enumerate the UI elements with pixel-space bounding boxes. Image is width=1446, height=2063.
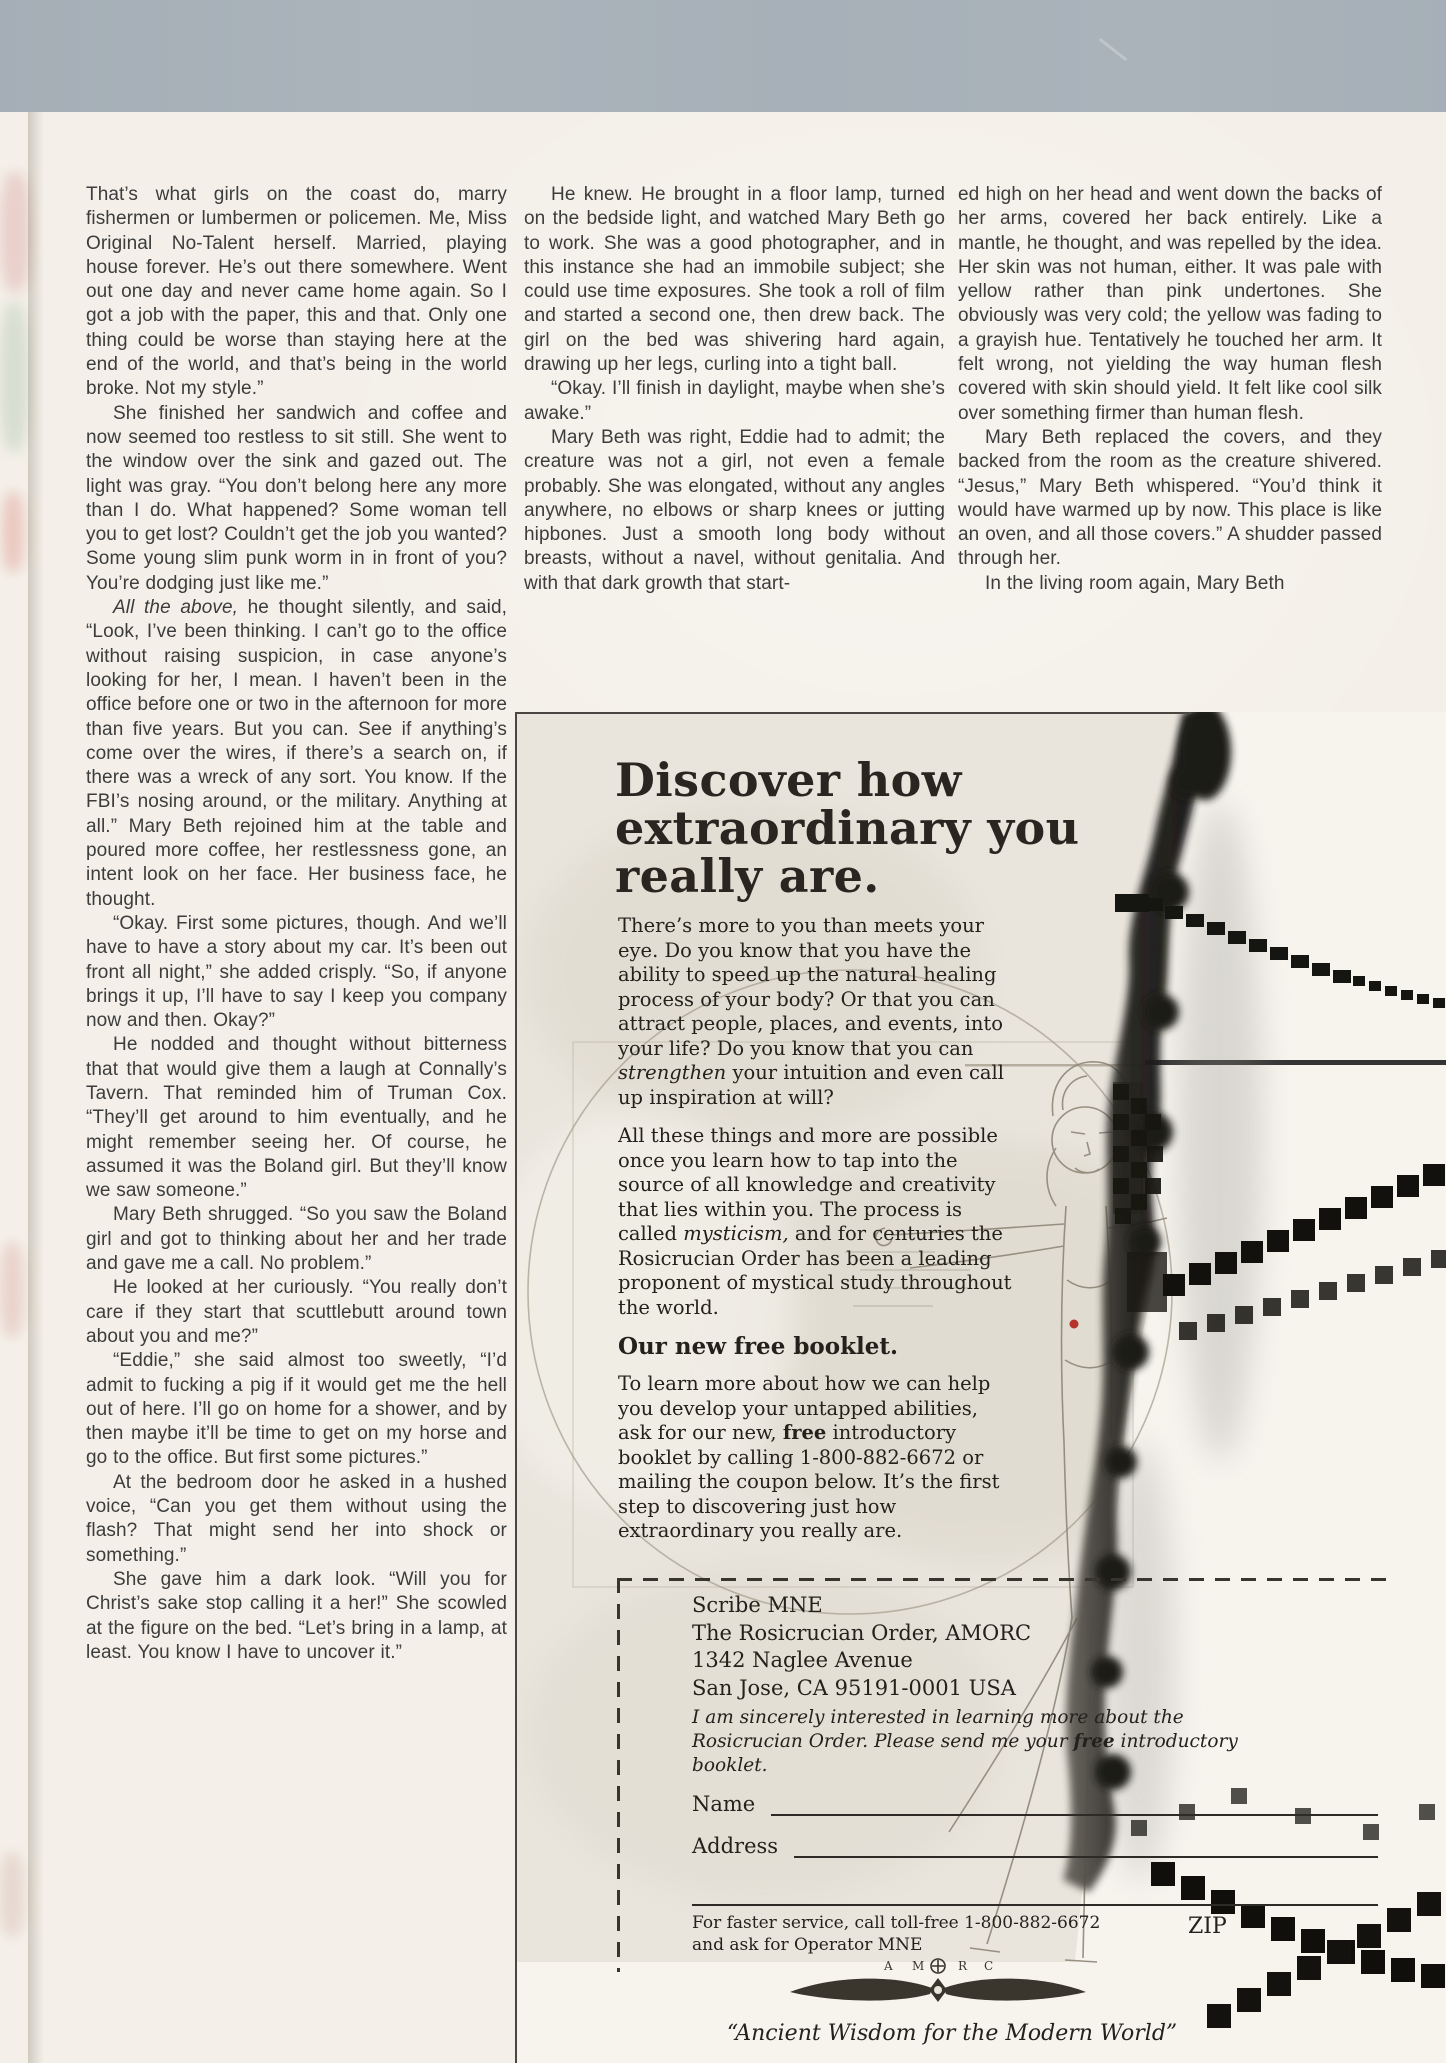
faster-service-note bbox=[692, 1912, 1162, 1956]
ad-paragraph: There’s more to you than meets your eye. Do you know that you have the ability to speed up the natural healing process of your body? Or that you can attract people, places, and events, into your life? Do you know that you can strengthen your intuition and even call up inspiration at will? bbox=[618, 914, 1005, 1109]
page-edge-ghosting bbox=[0, 1852, 24, 1937]
coupon-interest-note: I am sincerely interested in learning more about the Rosicrucian Order. Please send me your free introductory booklet. bbox=[692, 1707, 1238, 1776]
zip-field-label: ZIP bbox=[1188, 1914, 1227, 1940]
name-field-label: Name bbox=[692, 1792, 756, 1817]
paragraph: “Okay. I’ll finish in daylight, maybe when she’s awake.” bbox=[524, 378, 945, 424]
paragraph: He knew. He brought in a floor lamp, turned on the bedside light, and watched Mary Beth go to work. She was a good photographer, and in this instance she had an immobile subject; she could use time exposures. She took a roll of film and started a second one, then drew back. The girl on the bed was shivering hard again, drawing up her legs, curling into a tight ball. bbox=[524, 184, 945, 376]
paragraph: That’s what girls on the coast do, marry fishermen or lumbermen or policemen. Me, Miss Original No-Talent herself. Married, playing house forever. He’s out there somewhere. Went out one day and never came home again. So I got a job with the paper, this and that. Only one thing could be worse than staying here at the end of the world, and that’s being in the world broke. Not my style.” bbox=[86, 184, 507, 400]
paragraph: Mary Beth replaced the covers, and they backed from the room as the creature shivered. “Jesus,” Mary Beth whispered. “You’d think it would have warmed up by now. This place is like an oven, and all those covers.” A shudder passed through her. bbox=[958, 426, 1382, 570]
address-field-line bbox=[794, 1834, 1378, 1858]
paragraph: He nodded and thought without bitterness that that would give them a laugh at Connally’s Tavern. That reminded him of Truman Cox. “They’ll get around to him eventually, and he might remember seeing her. Of course, he assumed it was the Boland girl. But they’ll know we saw someone.” bbox=[86, 1034, 507, 1202]
rosicrucian-ad bbox=[515, 712, 1446, 2063]
paragraph: She gave him a dark look. “Will you for Christ’s sake stop calling it a her!” She scowled at the figure on the bed. “Let’s bring in a lamp, at least. You know I have to uncover it.” bbox=[86, 1568, 507, 1663]
coupon-content bbox=[692, 1592, 1378, 2046]
coupon-organization: The Rosicrucian Order, AMORC bbox=[692, 1620, 1032, 1645]
ad-paragraph: All these things and more are possible once you learn how to tap into the source of all knowledge and creativity that lies within you. The process is called mysticism, and for centuries the Rosicrucian Order has been a leading proponent of mystical study throughout the world. bbox=[618, 1124, 1012, 1319]
ad-subhead: Our new free booklet. bbox=[618, 1333, 899, 1360]
page-edge-ghosting bbox=[0, 302, 28, 452]
story-column-2 bbox=[524, 183, 945, 710]
paragraph: ed high on her head and went down the backs of her arms, covered her back entirely. Like a mantle, he thought, and was repelled by the idea. Her skin was not human, either. It was pale with yellow rather than pink undertones. She obviously was very cold; the yellow was fading to a grayish hue. Tentatively he touched her arm. It felt wrong, not yielding the way human flesh covered with skin should yield. It felt like cool silk over something firmer than human flesh. bbox=[958, 184, 1382, 424]
ad-border-top bbox=[515, 712, 1191, 714]
coupon-addressee: Scribe MNE bbox=[692, 1593, 823, 1617]
scan-scratch-mark bbox=[1099, 38, 1128, 61]
magazine-page bbox=[0, 112, 1446, 2063]
paragraph: He looked at her curiously. “You really don’t care if they start that scuttlebutt around town about you and me?” bbox=[86, 1277, 507, 1347]
svg-text:M: M bbox=[912, 1959, 925, 1974]
mail-in-coupon bbox=[617, 1578, 1390, 2047]
ad-body bbox=[618, 914, 1012, 1574]
page-left-edge bbox=[0, 112, 46, 2063]
paragraph: In the living room again, Mary Beth bbox=[985, 572, 1285, 594]
svg-text:C: C bbox=[984, 1959, 994, 1974]
paragraph: She finished her sandwich and coffee and now seemed too restless to sit still. She went to the window over the sink and gazed out. The light was gray. “You don’t belong here any more than I do. What happened? Some woman tell you to get lost? Couldn’t get the job you wanted? Some young slim punk worm in in front of you? You’re dodging just like me.” bbox=[86, 402, 507, 594]
coupon-city: San Jose, CA 95191-0001 USA bbox=[692, 1675, 1016, 1700]
scanner-background-band bbox=[0, 0, 1446, 112]
page-crease-shadow bbox=[28, 112, 44, 2063]
paragraph: “Okay. First some pictures, though. And we’ll have to have a story about my car. It’s been out front all night,” she added crisply. “So, if anyone brings it up, I’ll have to say I keep you company now and then. Okay?” bbox=[86, 912, 507, 1032]
paragraph: Mary Beth was right, Eddie had to admit; the creature was not a girl, not even a female probably. She was elongated, without any angles anywhere, no elbows or sharp knees or jutting hipbones. Just a smooth long body without breasts, without a navel, without genitalia. And with that dark growth that start- bbox=[524, 426, 945, 594]
coupon-dashed-border-top bbox=[617, 1578, 1390, 1581]
service-line-2: and ask for Operator MNE bbox=[692, 1935, 923, 1956]
ad-headline: Discover how extraordinary you really are. bbox=[615, 753, 1080, 903]
city-field-line bbox=[692, 1882, 1378, 1906]
paragraph: All the above, he thought silently, and said, “Look, I’ve been thinking. I can’t go to the office without raising suspicion, in case anyone’s looking for her, I mean. I haven’t been in the office before one or two in the afternoon for more than five years. But you can. See if anything’s come over the wires, if there’s a search on, if there was a wreck of any sort. You know. If the FBI’s nosing around, or the military. Anything at all.” Mary Beth rejoined him at the table and poured more coffee, her restlessness gone, an intent look on her face. Her business face, he thought. bbox=[86, 597, 507, 910]
ad-paragraph: To learn more about how we can help you develop your untapped abilities, ask for our new, free introductory booklet by calling 1-800-882-6672 or mailing the coupon below. It’s the first step to discovering just how extraordinary you really are. bbox=[618, 1372, 1000, 1542]
story-column-1 bbox=[86, 183, 507, 1983]
service-line-1: For faster service, call toll-free 1-800-882-6672 bbox=[692, 1913, 1101, 1934]
address-field-label: Address bbox=[692, 1834, 779, 1859]
page-edge-ghosting bbox=[0, 172, 30, 292]
paragraph: “Eddie,” she said almost too sweetly, “I’d admit to fucking a pig if it would get me the hell out of here. I’ll go on home for a shower, and by then maybe it’ll be time to get on my horse and go to the office. But first some pictures.” bbox=[86, 1350, 507, 1469]
amorc-winged-emblem bbox=[772, 1958, 1092, 2014]
coupon-street: 1342 Naglee Avenue bbox=[692, 1648, 913, 1672]
story-column-3 bbox=[958, 183, 1382, 710]
amorc-slogan: “Ancient Wisdom for the Modern World” bbox=[726, 2021, 1178, 2047]
svg-text:R: R bbox=[958, 1959, 968, 1974]
paragraph: Mary Beth shrugged. “So you saw the Boland girl and got to thinking about her and her trade and gave me a call. No problem.” bbox=[86, 1204, 507, 1275]
red-speck bbox=[1070, 1320, 1079, 1329]
page-edge-ghosting bbox=[2, 492, 24, 572]
ad-border-left bbox=[515, 712, 517, 2063]
name-field-line bbox=[771, 1792, 1378, 1816]
coupon-dashed-border-left bbox=[617, 1578, 620, 1972]
svg-text:A: A bbox=[884, 1959, 893, 1974]
amorc-logo bbox=[692, 1958, 1172, 2018]
paragraph: At the bedroom door he asked in a hushed voice, “Can you get them without using the flash? That might send her into shock or something.” bbox=[86, 1471, 507, 1566]
page-edge-ghosting bbox=[0, 1242, 24, 1337]
